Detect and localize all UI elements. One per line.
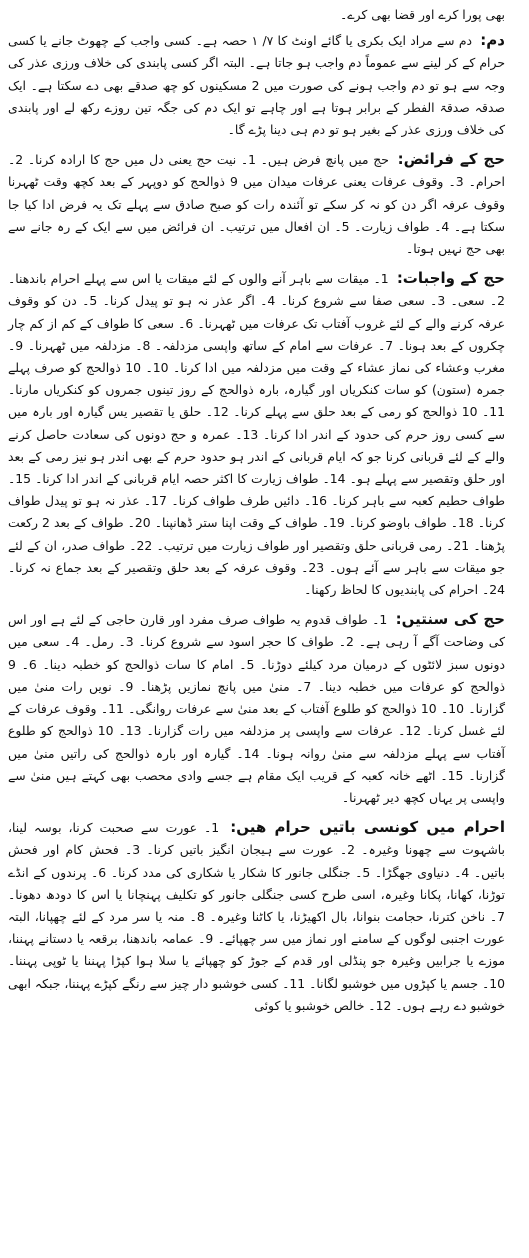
section-ihram-haram xyxy=(8,816,505,1017)
intro-line: بھی پورا کرے اور قضا بھی کرے۔ xyxy=(340,7,505,22)
section-heading: حج کی سنتیں: xyxy=(395,610,505,629)
section-body: 1۔ میقات سے باہر آنے والوں کے لئے میقات یا اس سے پہلے احرام باندھنا۔ 2۔ سعی۔ 3۔ سعی صفا سے شروع کرنا۔ 4۔ اگر عذر نہ ہو تو پیدل کرنا۔ 5۔ دن کو وقوف عرفہ کرنے والے کے لئے غروب آفتاب تک عرفات میں ٹھہرنا۔ 6۔ سعی کا طواف کے کم از کم چار چکروں کے بعد ہونا۔ 7۔ عرفات سے امام کے ساتھ واپسی مزدلفہ۔ 8۔ مزدلفہ میں ٹھہرنا۔ 9۔ مغرب وعشاء کی نماز عشاء کے وقت میں مزدلفہ میں ادا کرنا۔ 10۔ 10 ذوالحج کو صرف پہلے جمرہ (ستون) کو سات کنکریاں اور گیارہ، بارہ ذوالحج کے روز تینوں جمروں کو کنکریاں مارنا۔ 11۔ 10 ذوالحج کو رمی کے بعد حلق سے پہلے کرنا۔ 12۔ حلق یا تقصیر یس گیارہ اور بارہ میں سے کسی روز حرم کی حدود کے اندر ادا کرنا۔ 13۔ عمرہ و حج دونوں کی سعادت حاصل کرنے والے کے لئے قربانی کرنا جو کہ ایام قربانی کے اندر ہو حدود حرم کے بھی اندر ہو نیز رمی کے بعد اور حلق وتقصیر سے پہلے ہو۔ 14۔ طواف زیارت کا اکثر حصہ ایام قربانی کے اندر ادا کرنا۔ 15۔ طواف حطیم کعبہ سے باہر کرنا۔ 16۔ دائیں طرف طواف کرنا۔ 17۔ عذر نہ ہو تو پیدل طواف کرنا۔ 18۔ طواف باوضو کرنا۔ 19۔ طواف کے وقت اپنا ستر ڈھانپنا۔ 20۔ طواف کے بعد 2 رکعت پڑھنا۔ 21۔ رمی قربانی حلق وتقصیر اور طواف زیارت میں ترتیب۔ 22۔ طواف صدر، ان کے لئے جو میقات سے باہر سے آئے ہوں۔ 23۔ وقوف عرفہ کے بعد حلق وتقصیر کے بعد جماع نہ کرنا۔ 24۔ احرام کی پابندیوں کا لحاظ رکھنا۔ xyxy=(8,271,506,598)
section-heading: احرام میں کونسی باتیں حرام ھیں: xyxy=(230,818,505,837)
section-hajj-faraiz xyxy=(8,148,505,260)
section-dam xyxy=(8,29,505,141)
section-body: دم سے مراد ایک بکری یا گائے اونٹ کا ۷/ ۱ حصہ ہے۔ کسی واجب کے چھوٹ جانے یا کسی حرام کے کر لینے سے عموماً دم واجب ہو جاتا ہے۔ البتہ اگر کسی پابندی کی خلاف ورزی عذر کی وجہ سے ہو تو دم واجب ہونے کی صورت میں 2 مسکینوں کو چھ صدقے بھی دے سکتا ہے۔ ایک صدقہ صدقۃ الفطر کے برابر ہوتا ہے اور چاہے تو ایک دم کی جگہ تین روزے رکھ لے اور پابندی کی خلاف ورزی عذر کے بغیر ہو تو دم ہی دینا پڑے گا۔ xyxy=(8,33,505,138)
section-body: 1۔ عورت سے صحبت کرنا، بوسہ لینا، باشہوت سے چھونا وغیرہ۔ 2۔ عورت سے ہیجان انگیز باتیں کرنا۔ 3۔ فحش کام اور فحش باتیں۔ 4۔ دنیاوی جھگڑا۔ 5۔ جنگلی جانور کا شکار یا شکاری کی مدد کرنا۔ 6۔ پرندوں کے انڈے توڑنا، کھانا، پکانا وغیرہ، اسی طرح کسی جنگلی جانور کو تکلیف پہنچانا یا اس کا دودھ دھونا۔ 7۔ ناخن کترنا، حجامت بنوانا، بال اکھیڑنا، یا کاٹنا وغیرہ۔ 8۔ منہ یا سر مرد کے لئے چھپانا، البتہ عورت اجنبی لوگوں کے سامنے اور نماز میں سر چھپائے۔ 9۔ عمامہ باندھنا، برقعہ یا دستانے پہننا، موزے یا جرابیں وغیرہ جو پنڈلی اور قدم کے جوڑ کو چھپائے یا سلا ہوا کپڑا پہننا یا ٹوپی پہننا۔ 10۔ جسم یا کپڑوں میں خوشبو لگانا۔ 11۔ کسی خوشبو دار چیز سے رنگے کپڑے پہننا، جبکہ ابھی خوشبو دے رہے ہوں۔ 12۔ خالص خوشبو یا کوئی xyxy=(8,820,505,1013)
section-heading: حج کے فرائض: xyxy=(397,150,505,169)
section-body: 1۔ طواف قدوم یہ طواف صرف مفرد اور قارن حاجی کے لئے ہے اور اس کی وضاحت آگے آ رہی ہے۔ 2۔ طواف کا حجر اسود سے شروع کرنا۔ 3۔ رمل۔ 4۔ سعی میں دونوں سبز لائٹوں کے درمیان مرد کیلئے دوڑنا۔ 5۔ امام کا سات ذوالحج کو خطبہ دینا۔ 6۔ 9 ذوالحج کو عرفات میں خطبہ دینا۔ 7۔ منیٰ میں پانچ نمازیں پڑھنا۔ 9۔ نویں رات منیٰ میں گزارنا۔ 10۔ 10 ذوالحج کو طلوع آفتاب کے بعد منیٰ سے عرفات روانگی۔ 11۔ وقوف عرفات کے لئے غسل کرنا۔ 12۔ عرفات سے واپسی پر مزدلفہ میں رات گزارنا۔ 13۔ 10 ذوالحج کو طلوع آفتاب سے پہلے مزدلفہ سے منیٰ روانہ ہونا۔ 14۔ گیارہ اور بارہ ذوالحج کی راتیں منیٰ میں گزارنا۔ 15۔ اٹھے خانہ کعبہ کے قریب ایک مقام ہے جسے وادی محصب بھی کہتے ہیں منیٰ سے واپسی پر یہاں کچھ دیر ٹھہرنا۔ xyxy=(8,612,506,805)
section-hajj-wajibat xyxy=(8,267,505,601)
section-heading: دم: xyxy=(480,31,505,50)
section-hajj-sunnatain xyxy=(8,608,505,809)
section-heading: حج کے واجبات: xyxy=(396,269,505,288)
section-body: حج میں پانچ فرض ہیں۔ 1۔ نیت حج یعنی دل میں حج کا ارادہ کرنا۔ 2۔ احرام۔ 3۔ وقوف عرفات یعنی عرفات میدان میں 9 ذوالحج کو دوپہر کے بعد کچھ وقت ٹھہرنا وقوف عرفہ اگر دن کو نہ کر سکے تو آئندہ رات کو صبح صادق سے پہلے تک یہ فرض ادا کیا جا سکتا ہے۔ 4۔ طواف زیارت۔ 5۔ ان افعال میں ترتیب۔ ان فرائض میں سے ایک کے رہ جانے سے بھی حج نہیں ہوتا۔ xyxy=(8,152,505,257)
